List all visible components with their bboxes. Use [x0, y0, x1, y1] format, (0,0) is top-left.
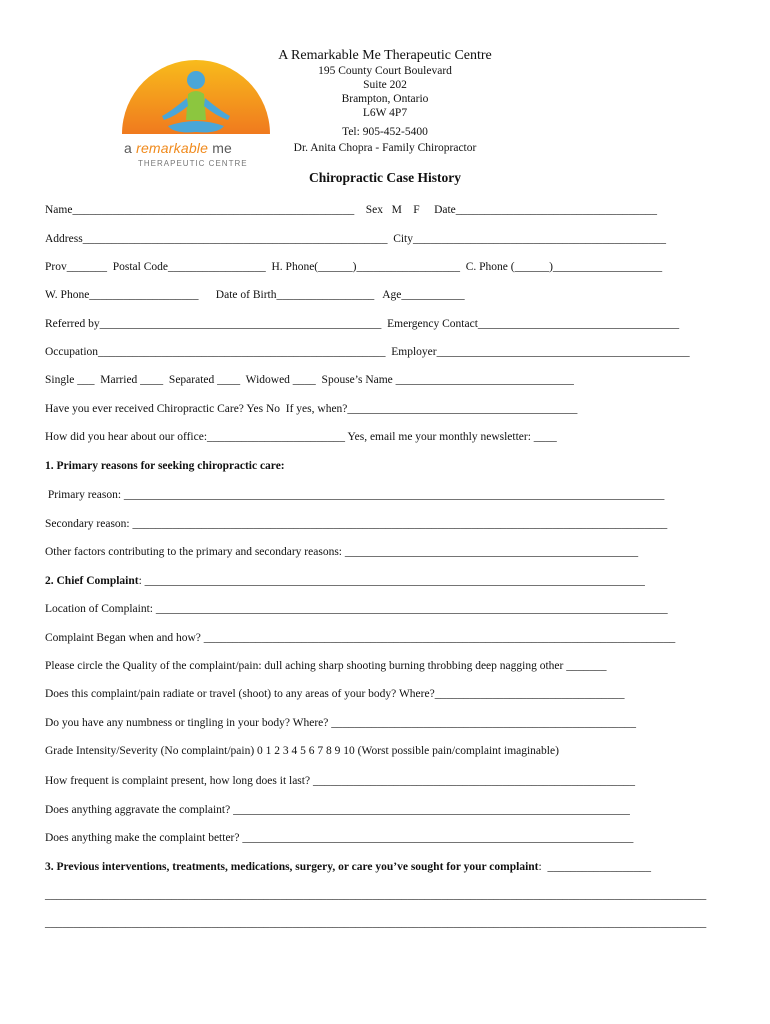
telephone: Tel: 905-452-5400 [342, 126, 428, 138]
postal-code: L6W 4P7 [362, 107, 408, 119]
section-2-heading[interactable]: 2. Chief Complaint: _______________________________________________________________________________________ [45, 575, 645, 587]
primary-reason-row[interactable]: Primary reason: ______________________________________________________________________________________________ [45, 489, 665, 501]
relief-row[interactable]: Does anything make the complaint better? ____________________________________________________________________ [45, 832, 634, 844]
marital-status-row[interactable]: Single ___ Married ____ Separated ____ Widowed ____ Spouse’s Name _______________________________ [45, 374, 574, 386]
doctor-name: Dr. Anita Chopra - Family Chiropractor [293, 142, 477, 154]
location-row[interactable]: Location of Complaint: _________________________________________________________________________________________ [45, 603, 668, 615]
referred-row[interactable]: Referred by_________________________________________________ Emergency Contact___________________________________ [45, 318, 680, 330]
address-line-1: 195 County Court Boulevard [318, 65, 452, 77]
occupation-row[interactable]: Occupation__________________________________________________ Employer____________________________________________ [45, 346, 690, 358]
address-line-2: Suite 202 [363, 79, 407, 91]
referral-source-row[interactable]: How did you hear about our office:________________________ Yes, email me your monthly newsletter: ____ [45, 431, 557, 443]
other-factors-row[interactable]: Other factors contributing to the primary and secondary reasons: ___________________________________________________ [45, 546, 639, 558]
quality-row[interactable]: Please circle the Quality of the complaint/pain: dull aching sharp shooting burning throbbing deep nagging other _______ [45, 660, 607, 672]
prior-care-row[interactable]: Have you ever received Chiropractic Care? Yes No If yes, when?________________________________________ [45, 403, 578, 415]
work-phone-row[interactable]: W. Phone___________________ Date of Birth_________________ Age___________ [45, 289, 465, 301]
numbness-row[interactable]: Do you have any numbness or tingling in your body? Where? _____________________________________________________ [45, 717, 637, 729]
blank-line[interactable]: ___________________________________________________________________________________________________________________ [45, 917, 707, 929]
secondary-reason-row[interactable]: Secondary reason: _____________________________________________________________________________________________ [45, 518, 668, 530]
phone-row[interactable]: Prov_______ Postal Code_________________ H. Phone(______)__________________ C. Phone (______)___________________ [45, 261, 663, 273]
logo-wordmark: a remarkable me THERAPEUTIC CENTRE [124, 140, 274, 168]
frequency-row[interactable]: How frequent is complaint present, how long does it last? ________________________________________________________ [45, 775, 635, 787]
address-line-3: Brampton, Ontario [341, 93, 429, 105]
address-row[interactable]: Address_____________________________________________________ City____________________________________________ [45, 233, 666, 245]
form-title: Chiropractic Case History [309, 170, 461, 185]
logo-subtitle: THERAPEUTIC CENTRE [138, 159, 248, 168]
name-row[interactable]: Name_________________________________________________ Sex M F Date___________________________________ [45, 204, 658, 216]
section-1-heading: 1. Primary reasons for seeking chiropractic care: [45, 460, 285, 472]
onset-row[interactable]: Complaint Began when and how? __________________________________________________________________________________ [45, 632, 676, 644]
blank-line[interactable]: ___________________________________________________________________________________________________________________ [45, 889, 707, 901]
section-3-heading[interactable]: 3. Previous interventions, treatments, medications, surgery, or care you’ve sought for your complaint: __________________ [45, 861, 651, 873]
radiate-row[interactable]: Does this complaint/pain radiate or travel (shoot) to any areas of your body? Where?_________________________________ [45, 688, 625, 700]
aggravate-row[interactable]: Does anything aggravate the complaint? _____________________________________________________________________ [45, 804, 630, 816]
intensity-row[interactable]: Grade Intensity/Severity (No complaint/pain) 0 1 2 3 4 5 6 7 8 9 10 (Worst possible pain/complaint imaginable) [45, 745, 559, 757]
centre-name: A Remarkable Me Therapeutic Centre [278, 48, 492, 63]
